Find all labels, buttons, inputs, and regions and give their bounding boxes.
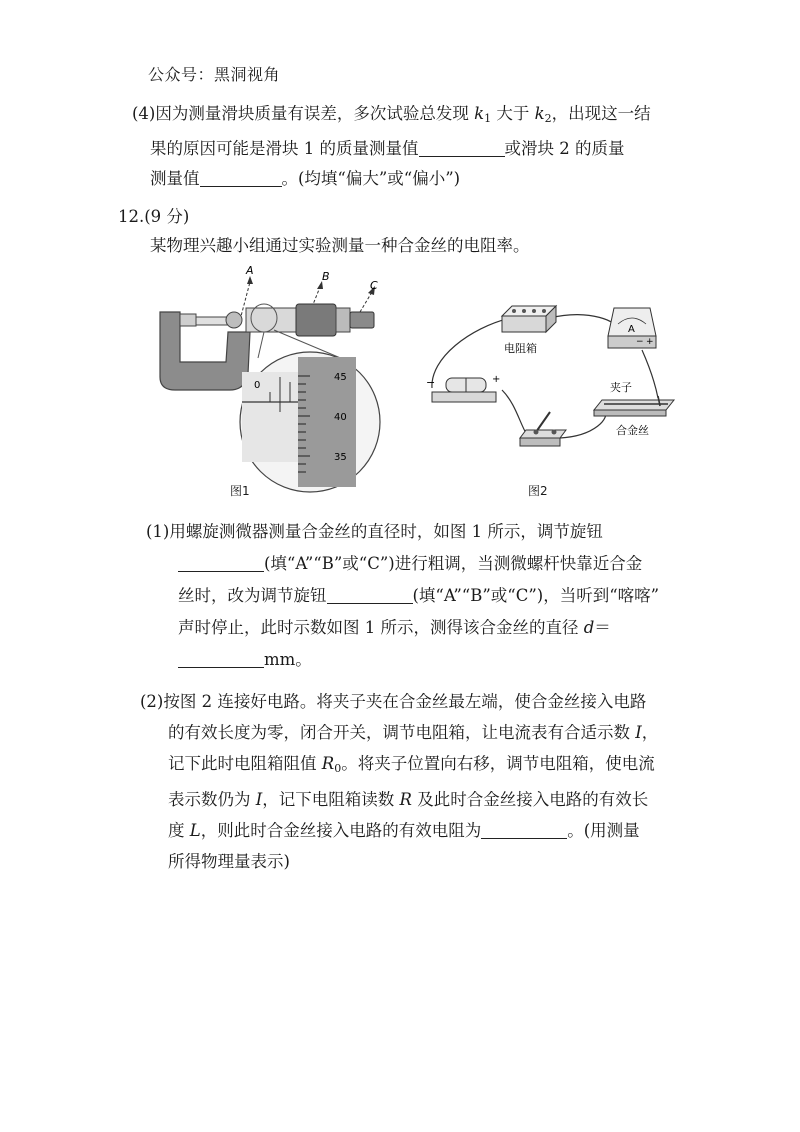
answer-blank[interactable] [178,553,264,572]
label-c: C [370,279,378,292]
label-a: A [246,264,254,277]
spindle [196,317,230,325]
answer-blank[interactable] [419,138,505,157]
scale-45-label: 45 [334,372,347,383]
sleeve [246,308,296,332]
ammeter-plus-sign: + [646,337,654,347]
battery-minus-sign: − [426,376,436,389]
thimble-end [336,308,350,332]
micrometer-figure [150,262,400,494]
part-2: (2)按图 2 连接好电路。将夹子夹在合金丝最左端，使合金丝接入电路 的有效长度为零，闭合开关，调节电阻箱，让电流表有合适示数 I， 记下此时电阻箱阻值 $R_0$。将夹子位置向右移，调节电阻箱，使电流 表示数仍为 I，记下电阻箱读数 R 及此时合金丝接入电路的有效长 度 L，则此时合金丝接入电路的有效电阻为 。(用测量 所得物理量表示) [140,692,659,871]
scale-35-label: 35 [334,452,347,463]
question-12-title: 12.(9 分) [118,207,190,226]
header-watermark: 公众号：黑洞视角 [148,65,281,84]
clip-label: 夹子 [610,381,632,394]
answer-blank[interactable] [481,820,567,839]
scale-0-label: 0 [254,380,261,391]
answer-blank[interactable] [200,168,282,187]
anvil [180,314,196,326]
ammeter-minus-sign: − [636,337,644,347]
circuit-figure [410,288,690,460]
resistance-box-label: 电阻箱 [504,342,537,355]
ammeter-label: A [628,324,635,335]
part-1: (1)用螺旋测微器测量合金丝的直径时，如图 1 所示，调节旋钮 (填“A”“B”或“C”)进行粗调，当测微螺杆快靠近合金 丝时，改为调节旋钮 (填“A”“B”或“C”)，当听到“喀喀” 声时停止，此时示数如图 1 所示，测得该合金丝的直径 d＝ mm。 [146,522,660,669]
figure-2-caption: 图2 [528,484,548,498]
figure-1-caption: 图1 [230,484,250,498]
scale-40-label: 40 [334,412,347,423]
thimble-b[interactable] [296,304,336,336]
answer-blank[interactable] [327,585,413,604]
lock-knob-a[interactable] [226,312,242,328]
ratchet-c[interactable] [350,312,374,328]
question-12-intro: 某物理兴趣小组通过实验测量一种合金丝的电阻率。 [150,236,530,255]
label-b: B [322,270,330,283]
alloy-wire-label: 合金丝 [616,424,649,437]
battery-plus-sign: + [492,374,501,385]
answer-blank[interactable] [178,649,264,668]
question-4: (4)因为测量滑块质量有误差，多次试验总发现 $k_1$ 大于 $k_2$，出现这一结 果的原因可能是滑块 1 的质量测量值 或滑块 2 的质量 测量值 。(均填“偏大”或“偏小”) [132,104,651,188]
